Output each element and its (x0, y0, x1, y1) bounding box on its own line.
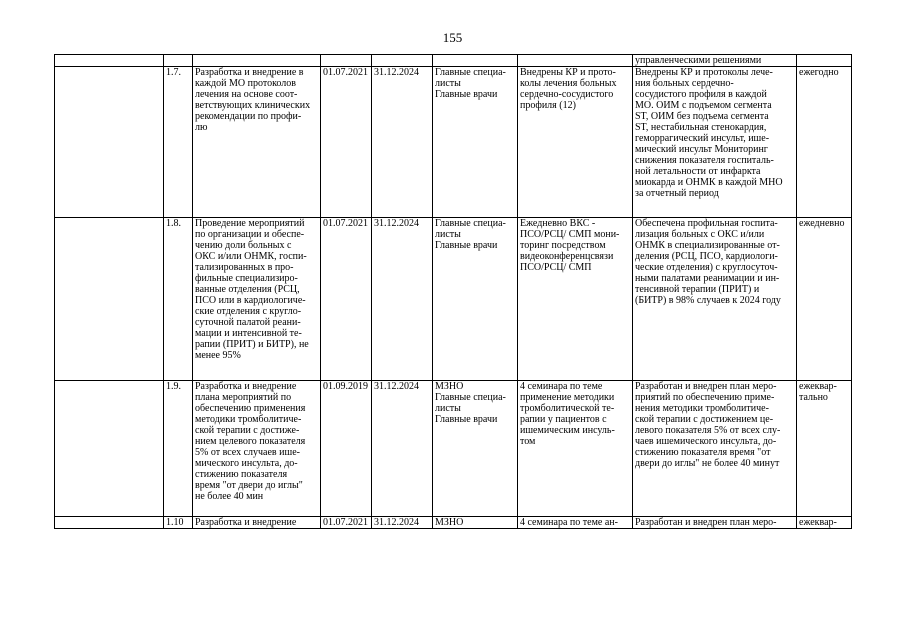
empty-cell (518, 55, 633, 67)
page-number: 155 (442, 30, 463, 45)
indicator-cell: Внедрены КР и протоколы лече- ния больных сердечно- сосудистого профиля в каждой МО. ОИМ с подъемом сегмента ST, ОИМ без подъема сегмента ST, нестабильная стенокардия, геморрагический инсульт, ише- мический инсульт Мониторинг снижения показателя госпиталь- ной летальности от инфаркта миокарда и ОНМК в каждой МНО за отчетный период (633, 67, 797, 218)
result-cell: Внедрены КР и прото- колы лечения больных сердечно-сосудистого профиля (12) (518, 67, 633, 218)
table-row (55, 218, 852, 381)
responsible-cell: МЗНО Главные специа- листы Главные врачи (433, 381, 518, 517)
measure-cell: Разработка и внедрение плана мероприятий по обеспечению применения методики тромболитиче- ской терапии с достиже- нием целевого показателя 5% от всех случаев ише- мического инсульта, до- стижению показателя время "от двери до иглы" не более 40 мин (193, 381, 321, 517)
row-number: 1.8. (164, 218, 193, 381)
empty-cell (55, 517, 164, 529)
responsible-cell: Главные специа- листы Главные врачи (433, 67, 518, 218)
row-number: 1.10 (164, 517, 193, 529)
empty-cell (372, 55, 433, 67)
empty-cell (193, 55, 321, 67)
table-row (55, 381, 852, 517)
periodicity-cell: ежегодно (797, 67, 852, 218)
start-date-cell: 01.07.2021 (321, 218, 372, 381)
empty-cell (321, 55, 372, 67)
empty-cell (433, 55, 518, 67)
row-number: 1.9. (164, 381, 193, 517)
periodicity-cell: ежедневно (797, 218, 852, 381)
start-date-cell: 01.07.2021 (321, 517, 372, 529)
row-number: 1.7. (164, 67, 193, 218)
empty-cell (55, 381, 164, 517)
empty-cell (164, 55, 193, 67)
end-date-cell: 31.12.2024 (372, 517, 433, 529)
responsible-cell: МЗНО (433, 517, 518, 529)
empty-cell (55, 55, 164, 67)
table-row-continuation (55, 55, 852, 67)
responsible-cell: Главные специа- листы Главные врачи (433, 218, 518, 381)
table-row (55, 517, 852, 529)
periodicity-cell: ежеквар- тально (797, 381, 852, 517)
end-date-cell: 31.12.2024 (372, 67, 433, 218)
periodicity-cell: ежеквар- (797, 517, 852, 529)
end-date-cell: 31.12.2024 (372, 381, 433, 517)
indicator-cell: управленческими решениями (633, 55, 797, 67)
empty-cell (797, 55, 852, 67)
result-cell: 4 семинара по теме ан- (518, 517, 633, 529)
empty-cell (55, 67, 164, 218)
result-cell: 4 семинара по теме применение методики тромболитической те- рапии у пациентов с ишемическим инсуль- том (518, 381, 633, 517)
indicator-cell: Разработан и внедрен план меро- (633, 517, 797, 529)
empty-cell (55, 218, 164, 381)
indicator-cell: Разработан и внедрен план меро- приятий по обеспечению приме- нения методики тромболитиче- ской терапии с достижением це- левого показателя 5% от всех слу- чаев ишемического инсульта, до- стижению показателя время "от двери до иглы" не более 40 минут (633, 381, 797, 517)
measure-cell: Разработка и внедрение в каждой МО протоколов лечения на основе соот- ветствующих клинических рекомендации по профи- лю (193, 67, 321, 218)
end-date-cell: 31.12.2024 (372, 218, 433, 381)
result-cell: Ежедневно ВКС - ПСО/РСЦ/ СМП мони- торинг посредством видеоконференцсвязи ПСО/РСЦ/ СМП (518, 218, 633, 381)
start-date-cell: 01.07.2021 (321, 67, 372, 218)
measure-cell: Проведение мероприятий по организации и обеспе- чению доли больных с ОКС и/или ОНМК, госпи- тализированных в про- фильные специализиро- ванные отделения (РСЦ, ПСО или в кардиологиче- ские отделения с кругло- суточной палатой реани- мации и интенсивной те- рапии (ПРИТ) и БИТР), не менее 95% (193, 218, 321, 381)
plan-table (54, 54, 852, 529)
table-row (55, 67, 852, 218)
indicator-cell: Обеспечена профильная госпита- лизация больных с ОКС и/или ОНМК в специализированные от- деления (РСЦ, ПСО, кардиологи- ческие отделения) с круглосуточ- ными палатами реанимации и ин- тенсивной терапии (ПРИТ) и (БИТР) в 98% случаев к 2024 году (633, 218, 797, 381)
start-date-cell: 01.09.2019 (321, 381, 372, 517)
measure-cell: Разработка и внедрение (193, 517, 321, 529)
